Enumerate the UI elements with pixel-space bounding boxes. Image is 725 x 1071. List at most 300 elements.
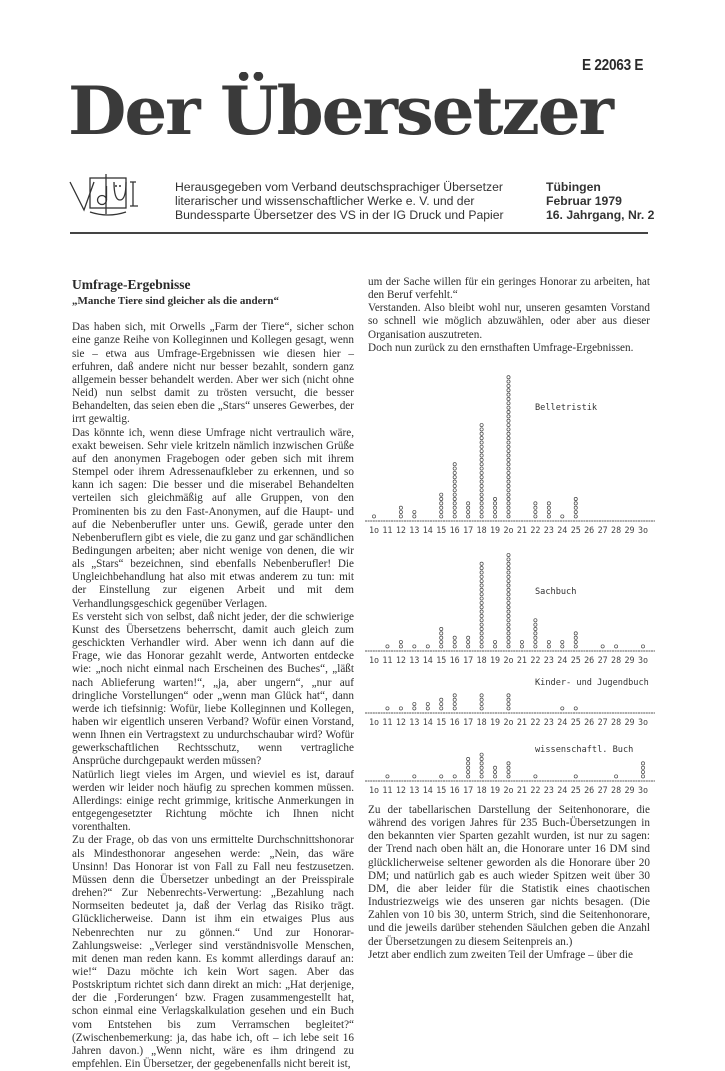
data-dot bbox=[520, 645, 523, 648]
data-dot bbox=[507, 702, 510, 705]
dot-column bbox=[440, 775, 443, 778]
x-tick-label: 18 bbox=[476, 525, 487, 535]
data-dot bbox=[480, 432, 483, 435]
data-dot bbox=[480, 489, 483, 492]
dot-column bbox=[440, 698, 443, 710]
logo-book-frame bbox=[90, 178, 126, 208]
data-dot bbox=[413, 707, 416, 710]
data-dot bbox=[480, 623, 483, 626]
logo-book-base bbox=[90, 212, 126, 215]
data-dot bbox=[561, 707, 564, 710]
data-dot bbox=[507, 419, 510, 422]
dot-column bbox=[534, 502, 537, 518]
data-dot bbox=[641, 775, 644, 778]
data-dot bbox=[507, 441, 510, 444]
data-dot bbox=[507, 476, 510, 479]
x-tick-label: 15 bbox=[436, 785, 447, 795]
data-dot bbox=[480, 580, 483, 583]
dot-column bbox=[426, 702, 429, 710]
data-dot bbox=[413, 510, 416, 513]
data-dot bbox=[399, 707, 402, 710]
data-dot bbox=[534, 515, 537, 518]
data-dot bbox=[467, 502, 470, 505]
article-paragraph: Zu der tabellarischen Darstellung der Seitenhonorare, die während des vorigen Jahres für 235 Buch-Übersetzungen in den bekannten vier Sparten gezahlt wurden, ist nur zu sagen: der Trend nach oben hält an, die Honorare unter 16 DM sind glücklicherweise seltener geworden als die Honorare über 20 DM; und natürlich gab es auch wieder Spitzen weit über 30 DM, die aber leider für die Statistik eines chaotischen Industriezweigs wie des unseren gar nichts besagen. (Die Zahlen von 10 bis 30, unterm Strich, sind die Seitenhonorare, und die jeweils darüber stehenden Säulchen geben die Anzahl der Übersetzungen zu diesem Seitenpreis an.) bbox=[368, 804, 650, 948]
data-dot bbox=[493, 770, 496, 773]
data-dot bbox=[480, 627, 483, 630]
data-dot bbox=[453, 636, 456, 639]
x-tick-label: 12 bbox=[395, 525, 406, 535]
chart-kinder-jugendbuch bbox=[365, 672, 665, 732]
data-dot bbox=[615, 645, 618, 648]
x-tick-label: 2o bbox=[503, 717, 514, 727]
dot-column bbox=[493, 640, 496, 648]
x-tick-label: 28 bbox=[611, 525, 622, 535]
data-dot bbox=[507, 623, 510, 626]
data-dot bbox=[507, 597, 510, 600]
article-paragraph: Es versteht sich von selbst, daß nicht jeder, der die schwierige Kunst des Übersetzens beherrscht, damit auch gleich zum geschickten Verhandler wird. Aber wenn ich dann auf die Frage, wie das Honorar gezahlt werde, Antworten entdecke wie: „noch nicht einmal nach Erscheinen des Buches“, „läßt nach Ablieferung warten!“, „ja, aber ungern“, „nur auf dringliche Vorstellungen“ oder „wenn man Glück hat“, dann werde ich tiefsinnig: Wofür, liebe Kolleginnen und Kollegen, haben wir eigentlich unseren Verband? Wofür einen Vorstand, wenn Ihnen ein Vertragstext zu undurchschaubar wird? Wofür gewerkschaftlichen Rechtsschutz, wenn vertragliche Ansprüche durchgepaukt werden müssen? bbox=[72, 610, 354, 768]
data-dot bbox=[480, 702, 483, 705]
data-dot bbox=[440, 632, 443, 635]
data-dot bbox=[467, 766, 470, 769]
article-paragraph: Verstanden. Also bleibt wohl nur, unseren gesamten Vorstand so schnell wie möglich abzuwählen, oder aber aus dieser Organisation auszutreten. bbox=[368, 302, 650, 341]
dot-column bbox=[413, 510, 416, 518]
dot-column bbox=[641, 762, 644, 778]
dot-column bbox=[467, 636, 470, 648]
x-tick-label: 12 bbox=[395, 785, 406, 795]
data-dot bbox=[507, 770, 510, 773]
data-dot bbox=[507, 454, 510, 457]
dot-column bbox=[561, 707, 564, 710]
data-dot bbox=[453, 515, 456, 518]
dot-column bbox=[467, 502, 470, 518]
data-dot bbox=[574, 502, 577, 505]
publisher-info bbox=[175, 180, 504, 222]
data-dot bbox=[493, 775, 496, 778]
masthead-title: Der Übersetzer bbox=[68, 72, 612, 150]
dot-column bbox=[615, 775, 618, 778]
data-dot bbox=[480, 467, 483, 470]
article-left-column bbox=[72, 278, 354, 1071]
x-tick-label: 25 bbox=[570, 525, 581, 535]
vdue-logo bbox=[68, 170, 153, 220]
data-dot bbox=[480, 775, 483, 778]
data-dot bbox=[453, 506, 456, 509]
chart-title: Belletristik bbox=[535, 403, 598, 413]
x-tick-label: 2o bbox=[503, 525, 514, 535]
data-dot bbox=[507, 402, 510, 405]
data-dot bbox=[534, 506, 537, 509]
data-dot bbox=[615, 775, 618, 778]
data-dot bbox=[507, 458, 510, 461]
article-paragraph: Das haben sich, mit Orwells „Farm der Tiere“, sicher schon eine ganze Reihe von Kolleginnen und Kollegen gesagt, wenn sie – etwa aus Umfrage-Ergebnissen wie diesen hier – erfuhren, daß andere nicht nur besser bezahlt, sondern ganz allgemein besser behandelt werden. Aber wer sich (nicht ohne Neid) nun selbst damit zu trösten versucht, die besser Behandelten, das seien eben die „Stars“ unseres Gewerbes, der irrt gewaltig. bbox=[72, 321, 354, 426]
data-dot bbox=[480, 762, 483, 765]
dot-column bbox=[399, 707, 402, 710]
data-dot bbox=[480, 619, 483, 622]
data-dot bbox=[507, 580, 510, 583]
dot-column bbox=[413, 702, 416, 710]
data-dot bbox=[480, 506, 483, 509]
data-dot bbox=[507, 619, 510, 622]
data-dot bbox=[507, 450, 510, 453]
data-dot bbox=[480, 632, 483, 635]
x-tick-label: 27 bbox=[597, 717, 608, 727]
data-dot bbox=[453, 775, 456, 778]
data-dot bbox=[507, 610, 510, 613]
data-dot bbox=[493, 497, 496, 500]
data-dot bbox=[426, 707, 429, 710]
dot-column bbox=[574, 707, 577, 710]
data-dot bbox=[507, 636, 510, 639]
x-tick-label: 22 bbox=[530, 655, 541, 665]
data-dot bbox=[507, 553, 510, 556]
dot-column bbox=[493, 497, 496, 518]
x-tick-label: 25 bbox=[570, 785, 581, 795]
issue-place: Tübingen bbox=[546, 180, 601, 194]
x-tick-label: 22 bbox=[530, 525, 541, 535]
dot-column bbox=[480, 753, 483, 778]
data-dot bbox=[480, 636, 483, 639]
data-dot bbox=[386, 775, 389, 778]
data-dot bbox=[507, 493, 510, 496]
data-dot bbox=[507, 575, 510, 578]
data-dot bbox=[480, 476, 483, 479]
data-dot bbox=[547, 502, 550, 505]
data-dot bbox=[480, 502, 483, 505]
data-dot bbox=[534, 645, 537, 648]
x-tick-label: 26 bbox=[584, 717, 595, 727]
x-tick-label: 13 bbox=[409, 785, 420, 795]
data-dot bbox=[453, 694, 456, 697]
data-dot bbox=[493, 506, 496, 509]
data-dot bbox=[480, 571, 483, 574]
x-tick-label: 21 bbox=[516, 525, 527, 535]
data-dot bbox=[507, 640, 510, 643]
data-dot bbox=[480, 454, 483, 457]
data-dot bbox=[507, 562, 510, 565]
data-dot bbox=[480, 575, 483, 578]
data-dot bbox=[453, 489, 456, 492]
dot-column bbox=[574, 497, 577, 518]
data-dot bbox=[574, 775, 577, 778]
article-paragraph: Zu der Frage, ob das von uns ermittelte Durchschnittshonorar als Mindesthonorar angesehen werde: „Nein, das wäre Unsinn! Das Honorar ist von Fall zu Fall neu festzusetzen. Müssen denn die Übersetzer unbedingt an der Preisspirale drehen?“ Zur Nebenrechts-Verwertung: „Bezahlung nach Normseiten bedeutet ja, daß der Verlag das Risiko trägt. Glücklicherweise. Dann ist ihm ein etwaiges Plus aus Nebenrechten nur zu gönnen.“ Und zur Honorar-Zahlungsweise: „Verleger sind verständnisvolle Menschen, mit denen man reden kann. Es kommt allerdings darauf an: wie!“ Dazu möchte ich kein Wort sagen. Aber das Postskriptum richtet sich dann direkt an mich: „Hat derjenige, der die ‚Forderungen‘ bzw. Fragen zusammengestellt hat, schon einmal eine Verlagskalkulation gesehen und ein Buch vom Entstehen bis zum Verramschen begleitet?“ (Zwischenbemerkung: ja, das habe ich, oft – ich lebe seit 16 Jahren davon.) „Wenn nicht, wäre es ihm dringend zu empfehlen. Ein Übersetzer, der gegebenenfalls nicht bereit ist, bbox=[72, 834, 354, 1071]
data-dot bbox=[386, 645, 389, 648]
data-dot bbox=[480, 645, 483, 648]
dot-column bbox=[547, 640, 550, 648]
dot-column bbox=[453, 636, 456, 648]
x-tick-label: 16 bbox=[449, 717, 460, 727]
data-dot bbox=[480, 423, 483, 426]
data-dot bbox=[534, 632, 537, 635]
dot-column bbox=[386, 707, 389, 710]
data-dot bbox=[507, 694, 510, 697]
data-dot bbox=[453, 476, 456, 479]
dot-column bbox=[615, 645, 618, 648]
data-dot bbox=[507, 614, 510, 617]
data-dot bbox=[507, 415, 510, 418]
dot-column bbox=[467, 757, 470, 778]
data-dot bbox=[547, 515, 550, 518]
data-dot bbox=[507, 423, 510, 426]
article-paragraph: Jetzt aber endlich zum zweiten Teil der Umfrage – über die bbox=[368, 948, 633, 961]
dot-column bbox=[453, 694, 456, 710]
data-dot bbox=[493, 766, 496, 769]
x-tick-label: 3o bbox=[637, 717, 649, 727]
data-dot bbox=[493, 645, 496, 648]
data-dot bbox=[507, 645, 510, 648]
dot-column bbox=[507, 762, 510, 778]
data-dot bbox=[480, 437, 483, 440]
data-dot bbox=[507, 567, 510, 570]
x-tick-label: 22 bbox=[530, 785, 541, 795]
data-dot bbox=[480, 640, 483, 643]
dot-column bbox=[480, 694, 483, 710]
x-tick-label: 18 bbox=[476, 655, 487, 665]
data-dot bbox=[480, 471, 483, 474]
x-tick-label: 18 bbox=[476, 717, 487, 727]
data-dot bbox=[372, 515, 375, 518]
data-dot bbox=[480, 493, 483, 496]
x-tick-label: 13 bbox=[409, 525, 420, 535]
x-tick-label: 18 bbox=[476, 785, 487, 795]
data-dot bbox=[507, 502, 510, 505]
x-tick-label: 15 bbox=[436, 655, 447, 665]
data-dot bbox=[507, 698, 510, 701]
issue-info bbox=[546, 180, 654, 222]
dot-column bbox=[480, 562, 483, 648]
x-tick-label: 25 bbox=[570, 655, 581, 665]
data-dot bbox=[507, 484, 510, 487]
data-dot bbox=[574, 640, 577, 643]
dot-column bbox=[641, 645, 644, 648]
article-right-column-bottom bbox=[368, 804, 650, 962]
data-dot bbox=[399, 510, 402, 513]
data-dot bbox=[480, 593, 483, 596]
data-dot bbox=[641, 762, 644, 765]
x-tick-label: 26 bbox=[584, 785, 595, 795]
data-dot bbox=[534, 623, 537, 626]
data-dot bbox=[440, 707, 443, 710]
x-tick-label: 19 bbox=[490, 655, 501, 665]
data-dot bbox=[467, 515, 470, 518]
article-subtitle: „Manche Tiere sind gleicher als die andern“ bbox=[72, 295, 279, 308]
x-tick-label: 23 bbox=[543, 655, 554, 665]
data-dot bbox=[480, 614, 483, 617]
data-dot bbox=[480, 458, 483, 461]
data-dot bbox=[507, 384, 510, 387]
dot-column bbox=[534, 775, 537, 778]
x-tick-label: 11 bbox=[382, 525, 393, 535]
chart-belletristik bbox=[365, 350, 665, 540]
data-dot bbox=[453, 510, 456, 513]
x-tick-label: 27 bbox=[597, 525, 608, 535]
data-dot bbox=[453, 463, 456, 466]
data-dot bbox=[440, 775, 443, 778]
x-tick-label: 15 bbox=[436, 717, 447, 727]
data-dot bbox=[547, 510, 550, 513]
x-tick-label: 17 bbox=[463, 785, 474, 795]
data-dot bbox=[453, 640, 456, 643]
data-dot bbox=[547, 506, 550, 509]
dot-column bbox=[547, 502, 550, 518]
data-dot bbox=[601, 645, 604, 648]
data-dot bbox=[440, 506, 443, 509]
chart-sachbuch bbox=[365, 540, 665, 670]
data-dot bbox=[426, 702, 429, 705]
data-dot bbox=[453, 480, 456, 483]
data-dot bbox=[507, 397, 510, 400]
data-dot bbox=[413, 515, 416, 518]
data-dot bbox=[507, 762, 510, 765]
data-dot bbox=[467, 636, 470, 639]
data-dot bbox=[440, 645, 443, 648]
data-dot bbox=[547, 640, 550, 643]
data-dot bbox=[453, 493, 456, 496]
data-dot bbox=[453, 502, 456, 505]
x-tick-label: 3o bbox=[637, 785, 649, 795]
data-dot bbox=[507, 515, 510, 518]
x-tick-label: 12 bbox=[395, 655, 406, 665]
dot-column bbox=[601, 645, 604, 648]
data-dot bbox=[480, 770, 483, 773]
x-tick-label: 1o bbox=[368, 785, 380, 795]
x-tick-label: 29 bbox=[624, 525, 635, 535]
data-dot bbox=[574, 510, 577, 513]
dot-column bbox=[480, 423, 483, 518]
data-dot bbox=[493, 502, 496, 505]
x-tick-label: 2o bbox=[503, 655, 514, 665]
x-tick-label: 11 bbox=[382, 655, 393, 665]
data-dot bbox=[507, 437, 510, 440]
data-dot bbox=[467, 510, 470, 513]
data-dot bbox=[467, 757, 470, 760]
x-tick-label: 14 bbox=[422, 785, 433, 795]
dot-column bbox=[386, 645, 389, 648]
dot-column bbox=[507, 694, 510, 710]
data-dot bbox=[453, 645, 456, 648]
data-dot bbox=[480, 698, 483, 701]
x-tick-label: 19 bbox=[490, 525, 501, 535]
data-dot bbox=[507, 775, 510, 778]
data-dot bbox=[547, 645, 550, 648]
data-dot bbox=[467, 775, 470, 778]
data-dot bbox=[507, 428, 510, 431]
x-tick-label: 29 bbox=[624, 717, 635, 727]
data-dot bbox=[399, 640, 402, 643]
data-dot bbox=[507, 376, 510, 379]
data-dot bbox=[440, 698, 443, 701]
data-dot bbox=[507, 510, 510, 513]
data-dot bbox=[534, 627, 537, 630]
data-dot bbox=[507, 558, 510, 561]
data-dot bbox=[480, 497, 483, 500]
data-dot bbox=[507, 445, 510, 448]
publisher-line: literarischer und wissenschaftlicher Werke e. V. und der bbox=[175, 194, 475, 208]
x-tick-label: 26 bbox=[584, 525, 595, 535]
data-dot bbox=[507, 632, 510, 635]
dot-column bbox=[574, 632, 577, 648]
chart-title: Kinder- und Jugendbuch bbox=[535, 678, 649, 688]
issue-volume: 16. Jahrgang, Nr. 2 bbox=[546, 208, 655, 222]
x-tick-label: 1o bbox=[368, 717, 380, 727]
data-dot bbox=[507, 463, 510, 466]
x-tick-label: 25 bbox=[570, 717, 581, 727]
x-tick-label: 28 bbox=[611, 655, 622, 665]
x-tick-label: 26 bbox=[584, 655, 595, 665]
publisher-line: Herausgegeben vom Verband deutschsprachiger Übersetzer bbox=[175, 180, 503, 194]
serial-number: E 22063 E bbox=[582, 57, 644, 74]
x-tick-label: 27 bbox=[597, 785, 608, 795]
x-tick-label: 27 bbox=[597, 655, 608, 665]
dot-column bbox=[440, 627, 443, 648]
data-dot bbox=[520, 640, 523, 643]
data-dot bbox=[480, 445, 483, 448]
x-tick-label: 16 bbox=[449, 525, 460, 535]
data-dot bbox=[493, 510, 496, 513]
data-dot bbox=[507, 593, 510, 596]
article-paragraph: Das könnte ich, wenn diese Umfrage nicht vertraulich wäre, exakt beweisen. Sehr viele kritzeln nämlich inzwischen Grüße auf den anonymen Fragebogen oder geben sich mit ihrem Stempel oder ihrem Adressenaufkleber zu erkennen, und so kann ich sagen: Die besser und die miserabel Behandelten verteilen sich gleichmäßig auf alle Gruppen, von den Prominenten bis zu den Fast-Anonymen, auf die Haupt- und auf die Nebenberufler unter uns. Gewiß, gerade unter den Nebenberuflern gibt es viele, die zu ganz und gar schändlichen Bedingungen arbeiten; aber nicht wenige von denen, die wir als „Stars“ bezeichnen, sind ebenfalls Nebenberufler! Die Ungleichbehandlung hat also mit etwas anderem zu tun: mit der Einstellung zur eigenen Arbeit und mit dem Verhandlungsgeschick gegenüber Verlagen. bbox=[72, 426, 354, 610]
data-dot bbox=[561, 645, 564, 648]
data-dot bbox=[534, 502, 537, 505]
dot-column bbox=[493, 766, 496, 778]
x-tick-label: 14 bbox=[422, 525, 433, 535]
x-tick-label: 17 bbox=[463, 525, 474, 535]
dot-column bbox=[534, 619, 537, 648]
data-dot bbox=[534, 636, 537, 639]
x-tick-label: 19 bbox=[490, 785, 501, 795]
data-dot bbox=[480, 707, 483, 710]
chart-wissenschaftl-buch bbox=[365, 738, 665, 800]
data-dot bbox=[507, 506, 510, 509]
data-dot bbox=[493, 640, 496, 643]
x-tick-label: 17 bbox=[463, 655, 474, 665]
data-dot bbox=[493, 515, 496, 518]
data-dot bbox=[440, 640, 443, 643]
data-dot bbox=[507, 380, 510, 383]
data-dot bbox=[440, 515, 443, 518]
x-tick-label: 29 bbox=[624, 655, 635, 665]
x-tick-label: 1o bbox=[368, 655, 380, 665]
data-dot bbox=[453, 467, 456, 470]
x-tick-label: 15 bbox=[436, 525, 447, 535]
data-dot bbox=[480, 753, 483, 756]
data-dot bbox=[480, 584, 483, 587]
x-tick-label: 29 bbox=[624, 785, 635, 795]
data-dot bbox=[453, 702, 456, 705]
x-tick-label: 28 bbox=[611, 785, 622, 795]
data-dot bbox=[574, 707, 577, 710]
data-dot bbox=[413, 702, 416, 705]
x-tick-label: 24 bbox=[557, 655, 568, 665]
data-dot bbox=[507, 389, 510, 392]
data-dot bbox=[534, 775, 537, 778]
x-tick-label: 2o bbox=[503, 785, 514, 795]
x-tick-label: 23 bbox=[543, 785, 554, 795]
data-dot bbox=[480, 757, 483, 760]
dot-column bbox=[399, 506, 402, 518]
data-dot bbox=[453, 484, 456, 487]
data-dot bbox=[574, 645, 577, 648]
data-dot bbox=[641, 645, 644, 648]
data-dot bbox=[561, 640, 564, 643]
data-dot bbox=[561, 515, 564, 518]
data-dot bbox=[480, 441, 483, 444]
article-right-column-top bbox=[368, 276, 650, 355]
data-dot bbox=[453, 707, 456, 710]
x-tick-label: 11 bbox=[382, 717, 393, 727]
data-dot bbox=[453, 497, 456, 500]
data-dot bbox=[386, 707, 389, 710]
data-dot bbox=[507, 601, 510, 604]
